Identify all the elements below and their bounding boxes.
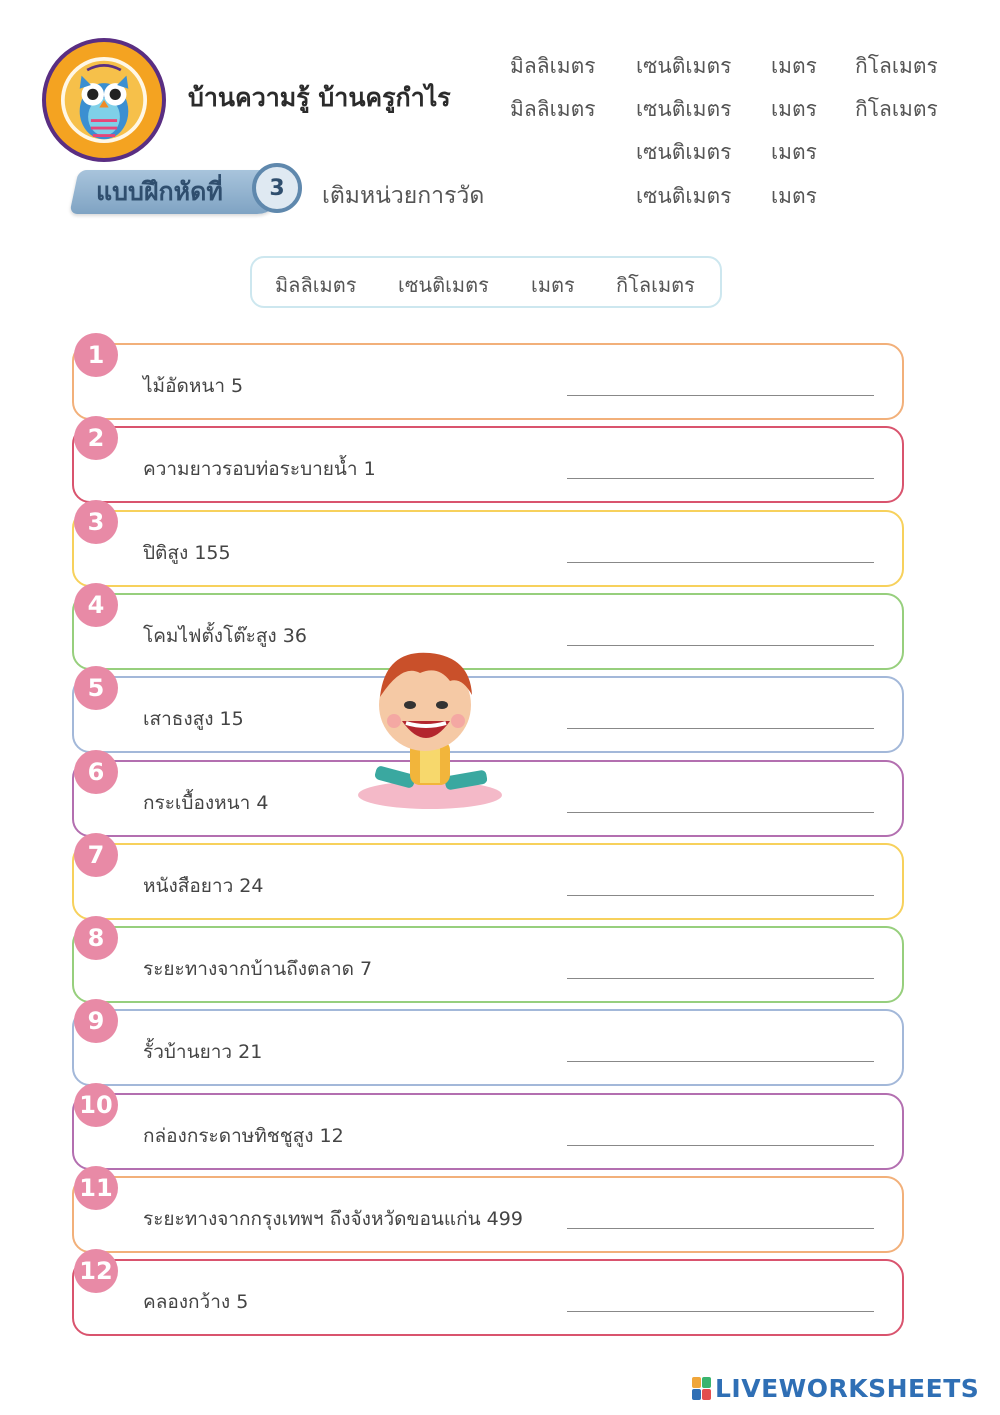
- question-text: โคมไฟตั้งโต๊ะสูง 36: [143, 624, 307, 647]
- question-number-badge: 4: [74, 583, 118, 627]
- question-text: ปิติสูง 155: [143, 541, 231, 564]
- boy-illustration: [350, 645, 505, 815]
- answer-blank[interactable]: [567, 1311, 874, 1312]
- liveworksheets-logo[interactable]: [692, 1374, 979, 1403]
- question-number-badge: 7: [74, 833, 118, 877]
- question-number-badge: 8: [74, 916, 118, 960]
- question-number-badge: 6: [74, 750, 118, 794]
- word-grid-item: เซนติเมตร: [636, 54, 732, 78]
- word-grid-item: มิลลิเมตร: [510, 54, 596, 78]
- exercise-subtitle: เติมหน่วยการวัด: [322, 183, 485, 209]
- question-text: หนังสือยาว 24: [143, 874, 264, 897]
- word-box-item: มิลลิเมตร: [275, 273, 357, 297]
- question-text: ไม้อัดหนา 5: [143, 375, 244, 397]
- answer-blank[interactable]: [567, 812, 874, 813]
- word-grid-item: เมตร: [771, 140, 817, 164]
- answer-blank[interactable]: [567, 1061, 874, 1062]
- word-grid-item: กิโลเมตร: [855, 97, 938, 121]
- word-grid-item: เมตร: [771, 97, 817, 121]
- question-text: กระเบื้องหนา 4: [143, 791, 269, 814]
- question-number-badge: 9: [74, 999, 118, 1043]
- answer-blank[interactable]: [567, 645, 874, 646]
- word-box-item: กิโลเมตร: [616, 273, 695, 297]
- word-grid-item: เซนติเมตร: [636, 97, 732, 121]
- question-number-badge: 5: [74, 666, 118, 710]
- question-text: เสาธงสูง 15: [143, 708, 244, 731]
- question-text: รั้วบ้านยาว 21: [143, 1041, 263, 1064]
- question-number-badge: 12: [74, 1249, 118, 1293]
- exercise-label: แบบฝึกหัดที่: [96, 177, 223, 206]
- answer-blank[interactable]: [567, 978, 874, 979]
- answer-blank[interactable]: [567, 728, 874, 729]
- liveworksheets-brand: LIVEWORKSHEETS: [715, 1374, 980, 1403]
- answer-blank[interactable]: [567, 478, 874, 479]
- question-number-badge: 11: [74, 1166, 118, 1210]
- answer-blank[interactable]: [567, 395, 874, 396]
- question-number-badge: 3: [74, 500, 118, 544]
- word-box-item: เซนติเมตร: [398, 273, 489, 297]
- answer-blank[interactable]: [567, 1228, 874, 1229]
- exercise-number: 3: [252, 163, 302, 213]
- word-grid-item: เมตร: [771, 54, 817, 78]
- question-number-badge: 1: [74, 333, 118, 377]
- question-text: ระยะทางจากกรุงเทพฯ ถึงจังหวัดขอนแก่น 499: [143, 1208, 523, 1230]
- question-number-badge: 10: [74, 1083, 118, 1127]
- school-logo: [42, 38, 166, 162]
- word-grid-item: กิโลเมตร: [855, 54, 938, 78]
- word-grid-item: มิลลิเมตร: [510, 97, 596, 121]
- owl-logo-icon: [46, 42, 162, 158]
- question-number-badge: 2: [74, 416, 118, 460]
- question-text: ความยาวรอบท่อระบายน้ำ 1: [143, 458, 376, 481]
- answer-blank[interactable]: [567, 1145, 874, 1146]
- liveworksheets-icon: [692, 1377, 712, 1401]
- word-grid-item: เมตร: [771, 184, 817, 208]
- question-text: คลองกว้าง 5: [143, 1291, 249, 1314]
- word-box-item: เมตร: [531, 273, 575, 297]
- answer-blank[interactable]: [567, 895, 874, 896]
- school-name: บ้านความรู้ บ้านครูกำไร: [188, 83, 451, 112]
- answer-blank[interactable]: [567, 562, 874, 563]
- word-grid-item: เซนติเมตร: [636, 184, 732, 208]
- word-grid-item: เซนติเมตร: [636, 140, 732, 164]
- question-text: กล่องกระดาษทิชชูสูง 12: [143, 1124, 344, 1147]
- question-text: ระยะทางจากบ้านถึงตลาด 7: [143, 958, 373, 981]
